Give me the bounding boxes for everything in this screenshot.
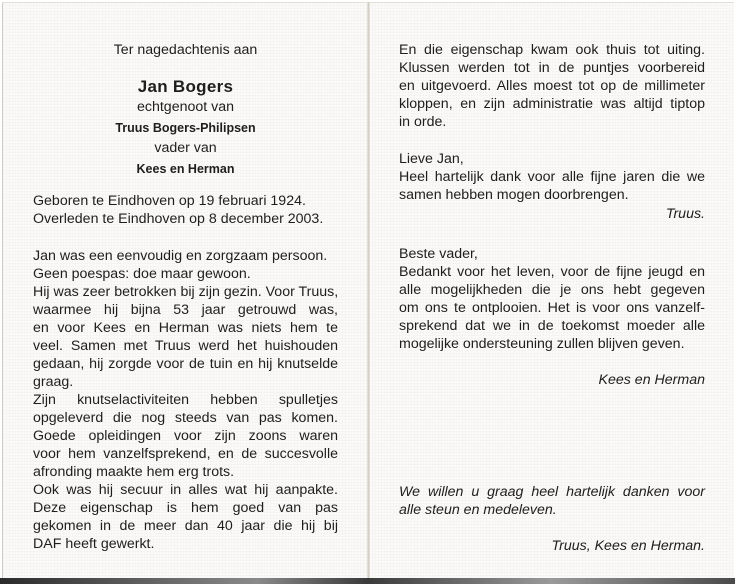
body-line: Jan was een eenvoudig en zorgzaam persoon.	[33, 248, 328, 264]
body-line: DAF heeft gewerkt.	[33, 536, 155, 552]
letter-line: alle mogelijkheden die je ons hebt gegeven	[399, 282, 705, 298]
letter-greeting-vader: Beste vader,	[399, 246, 478, 262]
body-line: gekomen in de meer dan 40 jaar die hij bij	[33, 518, 338, 534]
birth-line: Geboren te Eindhoven op 19 februari 1924.	[33, 193, 306, 209]
para-line: Klussen werden tot in de puntjes voorbereid	[399, 60, 705, 76]
body-line: gedaan, hij zorgde voor de tuin en hij knutselde	[33, 356, 338, 372]
thanks-line: alle steun en medeleven.	[399, 502, 557, 518]
signature-kees-herman: Kees en Herman	[598, 372, 705, 388]
letter-line: sprekend dat we in de toekomst moeder alle	[399, 318, 705, 334]
body-line: Geen poespas: doe maar gewoon.	[33, 266, 251, 282]
body-line: Ook was hij secuur in alles wat hij aanpakte.	[33, 482, 338, 498]
body-line: voor hem vanzelfsprekend, en de succesvolle	[33, 446, 338, 462]
bottom-edge	[0, 578, 735, 584]
body-line: Hij was zeer betrokken bij zijn gezin. Voor Truus,	[33, 284, 339, 300]
thanks-line: We willen u graag heel hartelijk danken voor	[399, 484, 705, 500]
card-fold	[367, 2, 370, 578]
spouse-name: Truus Bogers-Philipsen	[115, 121, 256, 135]
signature-truus: Truus.	[665, 206, 705, 222]
para-line: kloppen, en zijn administratie was altijd tiptop	[399, 96, 705, 112]
body-line: Goede opleidingen voor zijn zoons waren	[33, 428, 338, 444]
body-line: Deze eigenschap is hem goed van pas	[33, 500, 338, 516]
body-line: en voor Kees en Herman was niets hem te	[33, 320, 338, 336]
letter-line: om ons te ontplooien. Het is voor ons vanzelf-	[399, 300, 705, 316]
body-line: veel. Samen met Truus werd het huishouden	[33, 338, 338, 354]
body-line: waarmee hij bijna 53 jaar getrouwd was,	[33, 302, 338, 318]
letter-line: samen hebben mogen doorbrengen.	[399, 187, 629, 203]
letter-greeting-jan: Lieve Jan,	[399, 151, 464, 167]
spouse-relation: echtgenoot van	[136, 99, 235, 115]
body-line: Zijn knutselactiviteiten hebben spulletjes	[33, 392, 338, 408]
letter-line: Bedankt voor het leven, voor de fijne jeugd en	[399, 264, 705, 280]
children-relation: vader van	[154, 140, 217, 156]
deceased-name: Jan Bogers	[137, 77, 234, 96]
body-line: opgeleverd die nog steeds van pas komen.	[33, 410, 338, 426]
letter-line: Heel hartelijk dank voor alle fijne jaren die we	[399, 169, 705, 185]
body-line: graag.	[33, 374, 74, 390]
para-line: en uitgevoerd. Alles moest tot op de millimeter	[399, 78, 705, 94]
para-line: in orde.	[399, 114, 447, 130]
death-line: Overleden te Eindhoven op 8 december 2003.	[33, 211, 324, 227]
children-names: Kees en Herman	[136, 162, 235, 176]
final-signature: Truus, Kees en Herman.	[551, 538, 705, 554]
body-line: afronding maakte hem erg trots.	[33, 464, 235, 480]
letter-line: mogelijke ondersteuning zullen blijven geven.	[399, 336, 685, 352]
intro-text: Ter nagedachtenis aan	[113, 42, 258, 58]
para-line: En die eigenschap kwam ook thuis tot uiting.	[399, 42, 705, 58]
